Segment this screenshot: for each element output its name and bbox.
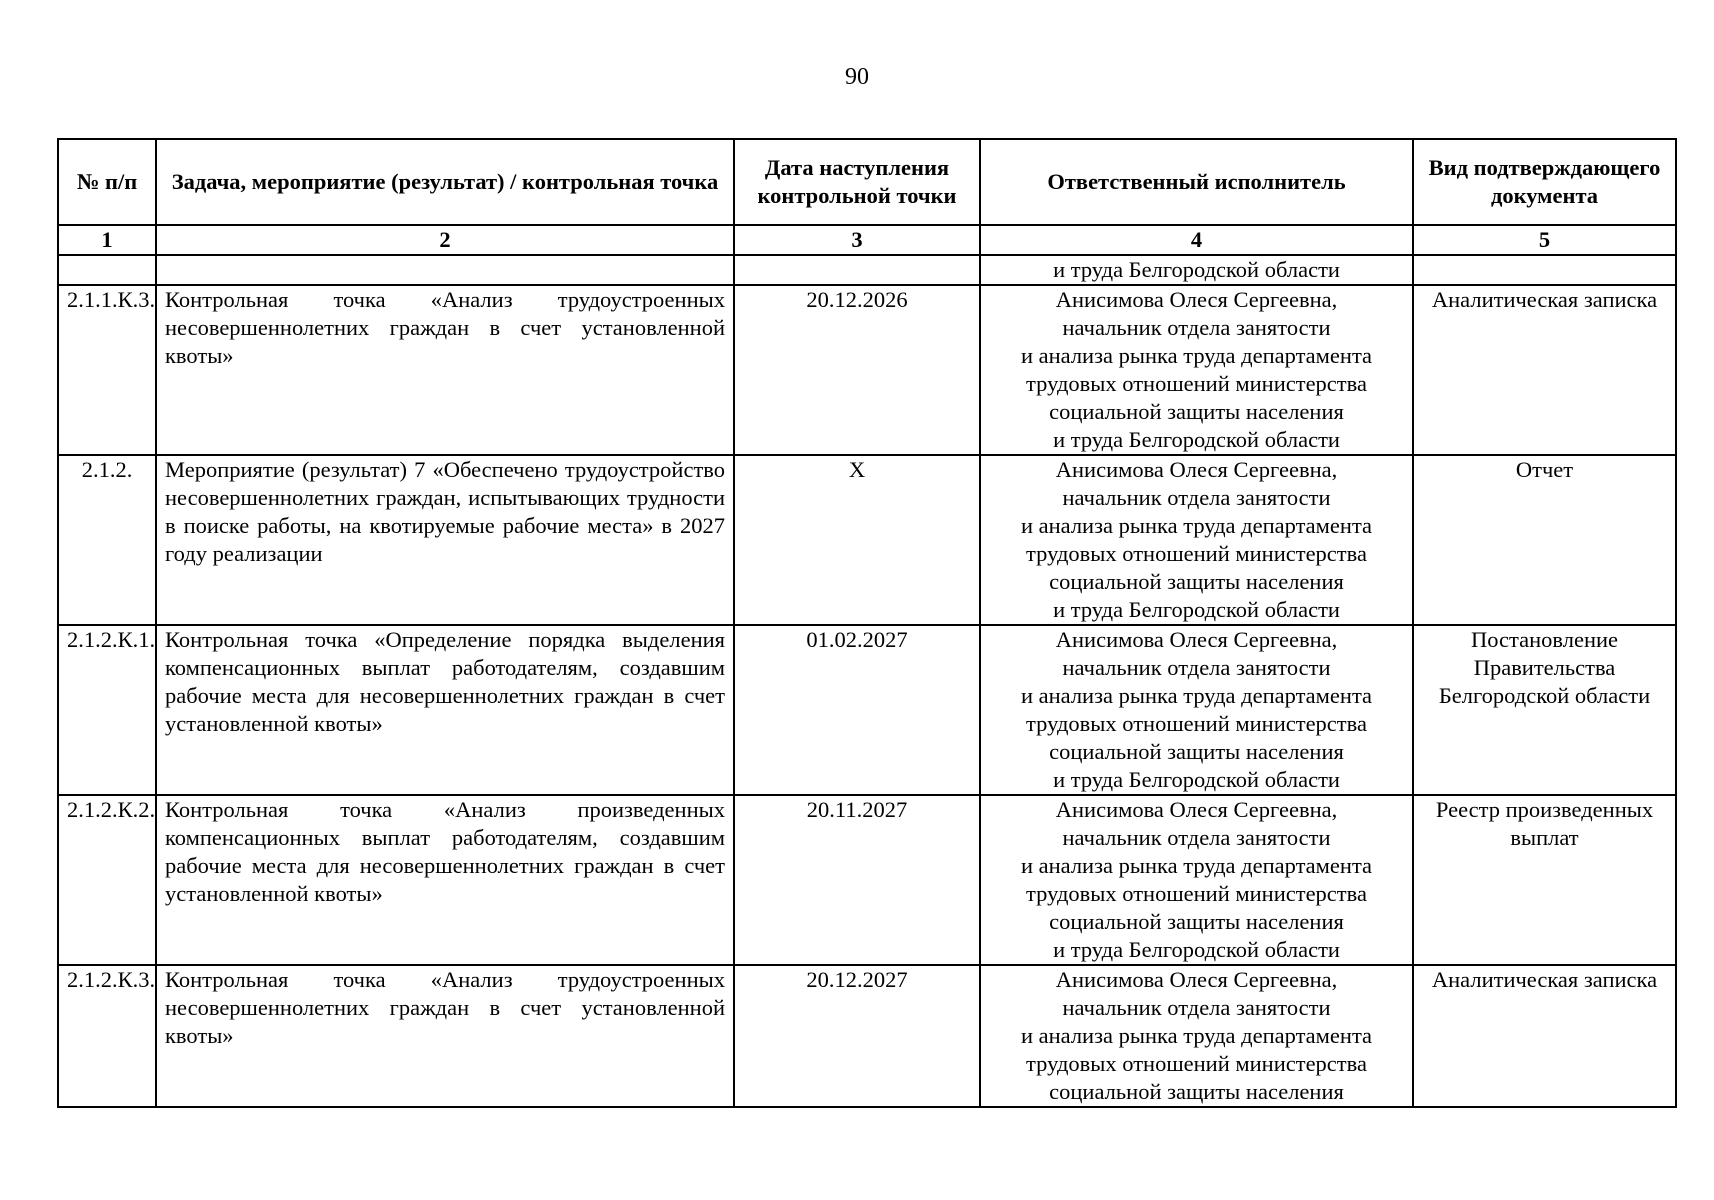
column-number: 4 — [980, 225, 1413, 255]
responsible-cell — [980, 795, 1413, 965]
task-cell: Контрольная точка «Анализ трудоустроенных несовершеннолетних граждан в счет установленной квоты» — [156, 965, 734, 1107]
header-row — [58, 139, 1676, 225]
row-number: 2.1.2.К.3. — [58, 965, 156, 1107]
table-row — [58, 455, 1676, 625]
row-number: 2.1.2.К.2. — [58, 795, 156, 965]
header-document: Вид подтверждающего документа — [1413, 139, 1676, 225]
empty-cell — [1413, 255, 1676, 285]
table-row — [58, 285, 1676, 455]
date-cell: 20.11.2027 — [734, 795, 980, 965]
responsible-line: начальник отдела занятости — [1062, 825, 1331, 850]
responsible-line: начальник отдела занятости — [1062, 995, 1331, 1020]
document-cell: Постановление Правительства Белгородской области — [1413, 625, 1676, 795]
row-number: 2.1.2.К.1. — [58, 625, 156, 795]
header-date: Дата наступления контрольной точки — [734, 139, 980, 225]
responsible-line: и анализа рынка труда департамента — [1020, 513, 1373, 538]
continuation-row — [58, 255, 1676, 285]
document-cell: Аналитическая записка — [1413, 285, 1676, 455]
column-number: 3 — [734, 225, 980, 255]
document-cell: Аналитическая записка — [1413, 965, 1676, 1107]
responsible-line: Анисимова Олеся Сергеевна, — [1055, 457, 1338, 482]
responsible-line: трудовых отношений министерства — [1026, 371, 1367, 396]
column-number: 2 — [156, 225, 734, 255]
responsible-line: социальной защиты населения — [1049, 909, 1344, 934]
responsible-line: и анализа рынка труда департамента — [1020, 853, 1373, 878]
column-number-row — [58, 225, 1676, 255]
empty-cell — [734, 255, 980, 285]
responsible-cell — [980, 625, 1413, 795]
responsible-cell: и труда Белгородской области — [980, 255, 1413, 285]
responsible-cell — [980, 285, 1413, 455]
responsible-line: трудовых отношений министерства — [1026, 1051, 1367, 1076]
date-cell: 20.12.2027 — [734, 965, 980, 1107]
empty-cell — [58, 255, 156, 285]
table-row — [58, 965, 1676, 1107]
page-number: 90 — [845, 64, 869, 90]
date-cell: 01.02.2027 — [734, 625, 980, 795]
responsible-line: трудовых отношений министерства — [1026, 881, 1367, 906]
document-cell: Реестр произведенных выплат — [1413, 795, 1676, 965]
document-cell: Отчет — [1413, 455, 1676, 625]
responsible-line: социальной защиты населения — [1049, 739, 1344, 764]
responsible-line: Анисимова Олеся Сергеевна, — [1055, 627, 1338, 652]
responsible-line: начальник отдела занятости — [1062, 655, 1331, 680]
responsible-line: социальной защиты населения — [1049, 399, 1344, 424]
responsible-line: и анализа рынка труда департамента — [1020, 1023, 1373, 1048]
date-cell: Х — [734, 455, 980, 625]
responsible-line: Анисимова Олеся Сергеевна, — [1055, 287, 1338, 312]
responsible-line: Анисимова Олеся Сергеевна, — [1055, 797, 1338, 822]
empty-cell — [156, 255, 734, 285]
responsible-line: Анисимова Олеся Сергеевна, — [1055, 967, 1338, 992]
control-points-table — [57, 138, 1677, 1108]
responsible-line: трудовых отношений министерства — [1026, 711, 1367, 736]
task-cell: Контрольная точка «Анализ трудоустроенных несовершеннолетних граждан в счет установленной квоты» — [156, 285, 734, 455]
row-number: 2.1.1.К.3. — [58, 285, 156, 455]
task-cell: Контрольная точка «Анализ произведенных компенсационных выплат работодателям, создавшим рабочие места для несовершеннолетних граждан в счет установленной квоты» — [156, 795, 734, 965]
responsible-line: трудовых отношений министерства — [1026, 541, 1367, 566]
responsible-line: и анализа рынка труда департамента — [1020, 343, 1373, 368]
column-number: 5 — [1413, 225, 1676, 255]
date-cell: 20.12.2026 — [734, 285, 980, 455]
header-task: Задача, мероприятие (результат) / контрольная точка — [156, 139, 734, 225]
responsible-line: и труда Белгородской области — [1053, 597, 1340, 622]
row-number: 2.1.2. — [58, 455, 156, 625]
header-number: № п/п — [58, 139, 156, 225]
responsible-line: начальник отдела занятости — [1062, 485, 1331, 510]
table-row — [58, 795, 1676, 965]
responsible-cell — [980, 965, 1413, 1107]
header-responsible: Ответственный исполнитель — [980, 139, 1413, 225]
column-number: 1 — [58, 225, 156, 255]
responsible-line: начальник отдела занятости — [1062, 315, 1331, 340]
responsible-line: и труда Белгородской области — [1053, 767, 1340, 792]
responsible-line: и труда Белгородской области — [1053, 937, 1340, 962]
task-cell: Контрольная точка «Определение порядка выделения компенсационных выплат работодателям, создавшим рабочие места для несовершеннолетних граждан в счет установленной квоты» — [156, 625, 734, 795]
responsible-line: и анализа рынка труда департамента — [1020, 683, 1373, 708]
task-cell: Мероприятие (результат) 7 «Обеспечено трудоустройство несовершеннолетних граждан, испытывающих трудности в поиске работы, на квотируемые рабочие места» в 2027 году реализации — [156, 455, 734, 625]
responsible-cell — [980, 455, 1413, 625]
responsible-line: и труда Белгородской области — [1053, 427, 1340, 452]
responsible-line: социальной защиты населения — [1049, 1079, 1344, 1104]
table-row — [58, 625, 1676, 795]
responsible-line: социальной защиты населения — [1049, 569, 1344, 594]
